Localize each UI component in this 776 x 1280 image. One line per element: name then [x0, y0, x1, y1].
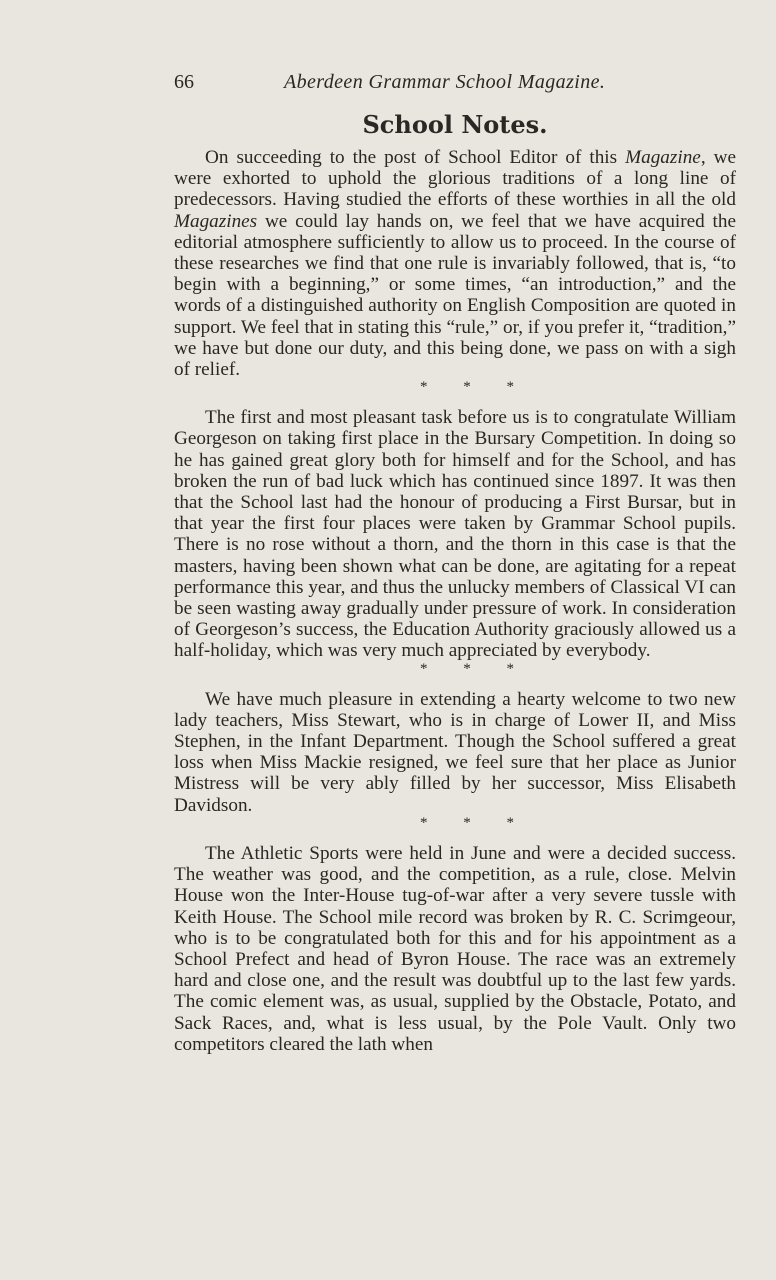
section-separator: * * * [420, 814, 530, 831]
page-number: 66 [174, 71, 194, 93]
section-separator: * * * [420, 379, 530, 396]
running-title: Aberdeen Grammar School Magazine. [284, 71, 606, 93]
magazines-italic: Magazines [174, 210, 258, 232]
article-body [174, 147, 736, 1055]
paragraph-bursary: The first and most pleasant task before us is to congratulate William Georgeson on taking first place in the Bursary Competition. In doing so he has gained great glory both for himself and for the School, and has broken the run of bad luck which has continued since 1897. It was then that the School last had the honour of producing a First Bursar, but in that year the first four places were taken by Grammar School pupils. There is no rose without a thorn, and the thorn in this case is that the masters, having been shown what can be done, are agitating for a repeat performance this year, and thus the unlucky members of Classical VI can be seen wasting away gradually under pressure of work. In consideration of Georgeson’s success, the Education Authority graciously allowed us a half-holiday, which was very much appreciated by everybody. [174, 407, 736, 662]
magazine-italic: Magazine [625, 147, 701, 168]
section-separator: * * * [420, 660, 530, 677]
paragraph-sports: The Athletic Sports were held in June and were a decided success. The weather was good, and the competition, as a rule, close. Melvin House won the Inter-House tug-of-war after a very severe tussle with Keith House. The School mile record was broken by R. C. Scrimgeour, who is to be congratulated both for this and for his appointment as a School Prefect and head of Byron House. The race was an extremely hard and close one, and the result was doubtful up to the last few yards. The comic element was, as usual, supplied by the Obstacle, Potato, and Sack Races, and, what is less usual, by the Pole Vault. Only two competitors cleared the lath when [174, 842, 736, 1055]
section-title: School Notes. [362, 110, 548, 139]
paragraph-intro: On succeeding to the post of School Editor of this Magazine, we were exhorted to uphold the glorious traditions of a long line of predecessors. Having studied the efforts of these worthies in all the old Magazines we could lay hands on, we feel that we have acquired the editorial atmosphere sufficiently to allow us to proceed. In the course of these researches we find that one rule is invariably followed, that is, “to begin with a beginning,” or some times, “an introduction,” and the words of a distinguished authority on English Composition are quoted in support. We feel that in stating this “rule,” or, if you prefer it, “tradition,” we have but done our duty, and this being done, we pass on with a sigh of relief. [174, 147, 736, 381]
paragraph-teachers: We have much pleasure in extending a hearty welcome to two new lady teachers, Miss Stewart, who is in charge of Lower II, and Miss Stephen, in the Infant Department. Though the School suffered a great loss when Miss Mackie resigned, we feel sure that her place as Junior Mistress will be very ably filled by her successor, Miss Elisabeth Davidson. [174, 688, 736, 816]
